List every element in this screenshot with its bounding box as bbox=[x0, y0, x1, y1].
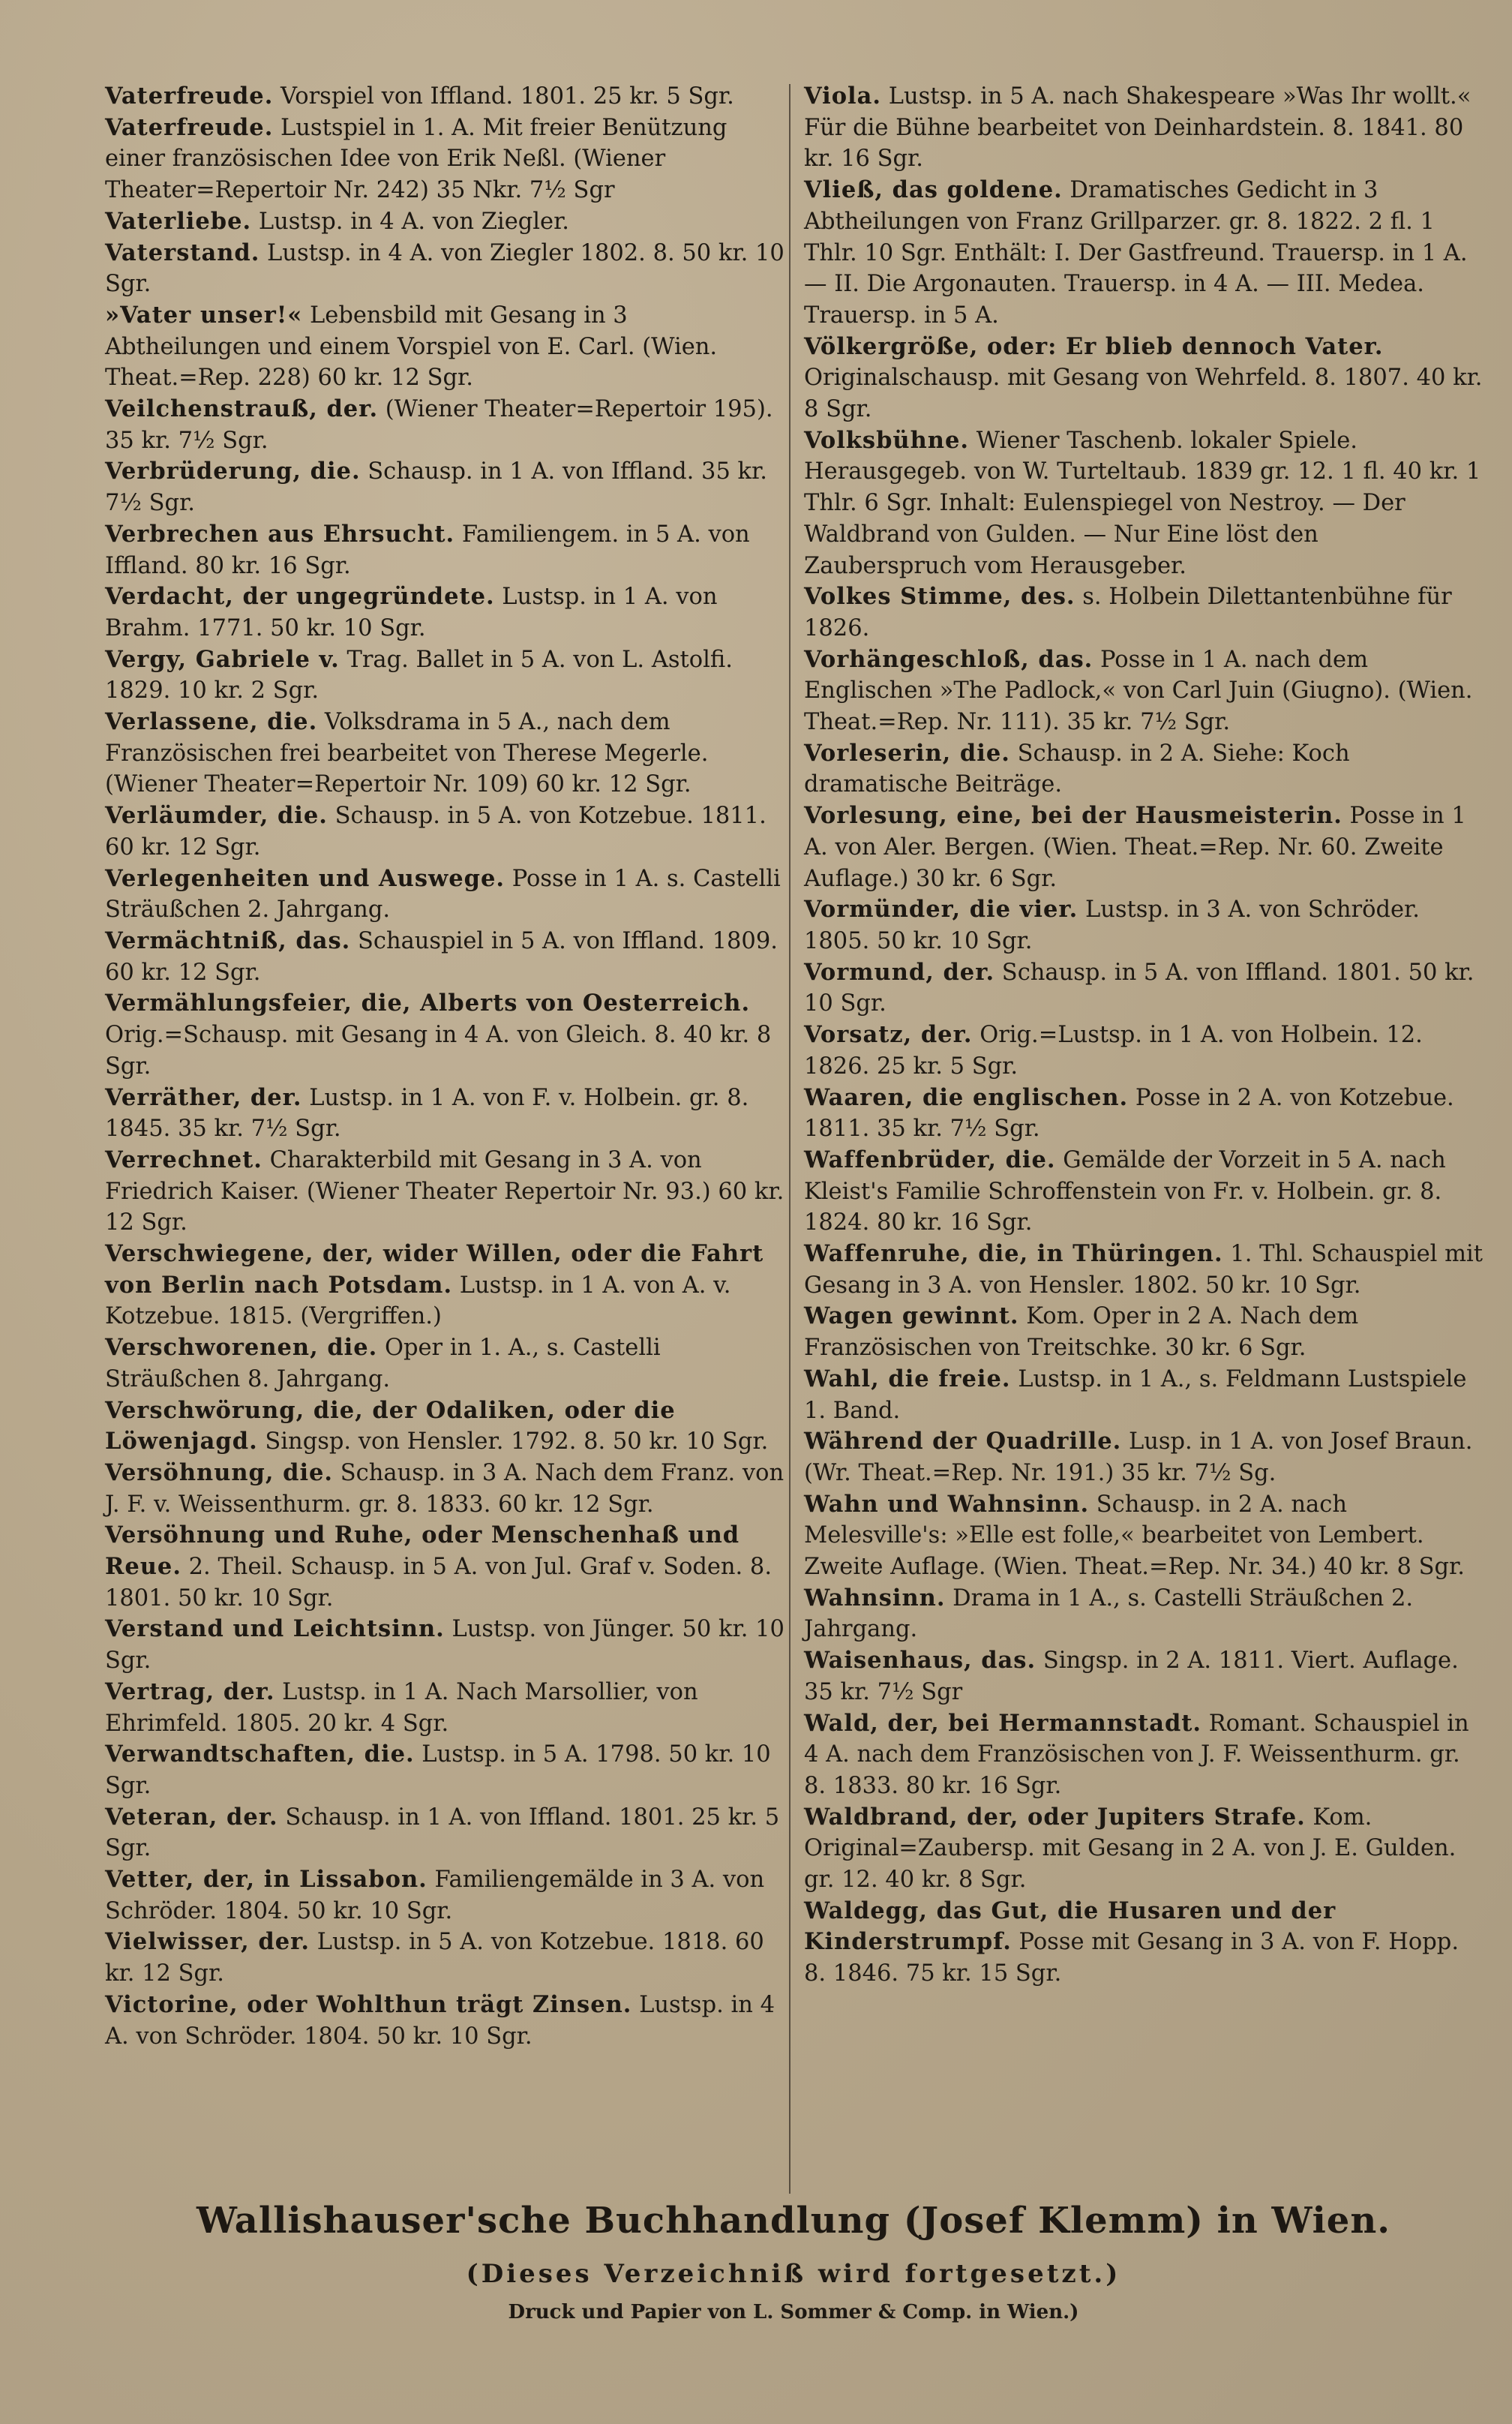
catalog-entry bbox=[105, 206, 784, 238]
catalog-entry bbox=[105, 1083, 784, 1145]
entry-description: Singsp. von Hensler. 1792. 8. 50 kr. 10 Sgr. bbox=[265, 1428, 769, 1455]
catalog-entry bbox=[105, 1990, 784, 2052]
entry-description: Originalschausp. mit Gesang von Wehrfeld. 8. 1807. 40 kr. 8 Sgr. bbox=[804, 365, 1483, 423]
entry-title: Vermächtniß, das. bbox=[105, 927, 351, 954]
catalog-entry bbox=[105, 1239, 784, 1332]
catalog-entry bbox=[804, 800, 1484, 894]
entry-description: s. Holbein Dilettantenbühne für 1826. bbox=[804, 584, 1452, 641]
entry-description: Vorspiel von Iffland. 1801. 25 kr. 5 Sgr. bbox=[280, 83, 734, 110]
catalog-entry bbox=[105, 300, 784, 394]
entry-description: Familiengemälde in 3 A. von Schröder. 1804. 50 kr. 10 Sgr. bbox=[105, 1867, 765, 1924]
catalog-entry bbox=[804, 81, 1484, 175]
entry-description: Lustsp. in 4 A. von Ziegler 1802. 8. 50 kr. 10 Sgr. bbox=[105, 239, 784, 298]
catalog-entry bbox=[804, 175, 1484, 332]
entry-description: Familiengem. in 5 A. von Iffland. 80 kr. 16 Sgr. bbox=[105, 521, 750, 579]
entry-description: Lustsp. in 5 A. 1798. 50 kr. 10 Sgr. bbox=[105, 1741, 771, 1799]
entry-description: Lustsp. von Jünger. 50 kr. 10 Sgr. bbox=[105, 1616, 784, 1675]
entry-title: Versöhnung, die. bbox=[105, 1458, 334, 1486]
entry-description: Lustsp. in 1 A., s. Feldmann Lustspiele 1. Band. bbox=[804, 1365, 1467, 1424]
catalog-entry bbox=[804, 1645, 1484, 1708]
entry-title: Wagen gewinnt. bbox=[804, 1302, 1019, 1330]
catalog-entry bbox=[105, 1614, 784, 1676]
entry-title: Vließ, das goldene. bbox=[804, 176, 1063, 204]
catalog-entry bbox=[105, 1332, 784, 1395]
entry-description: Schauspiel in 5 A. von Iffland. 1809. 60 kr. 12 Sgr. bbox=[105, 927, 778, 986]
catalog-entry bbox=[105, 988, 784, 1082]
entry-description: Lustsp. in 4 A. von Schröder. 1804. 50 kr. 10 Sgr. bbox=[105, 1991, 775, 2050]
catalog-entry bbox=[105, 81, 784, 113]
entry-title: Vormund, der. bbox=[804, 958, 995, 986]
entry-title: Volkes Stimme, des. bbox=[804, 583, 1076, 611]
catalog-entry bbox=[804, 1239, 1484, 1301]
entry-description: Posse in 1 A. s. Castelli Sträußchen 2. Jahrgang. bbox=[105, 865, 781, 924]
catalog-entry bbox=[804, 1301, 1484, 1363]
catalog-entry bbox=[105, 1864, 784, 1927]
entry-description: Lebensbild mit Gesang in 3 Abtheilungen und einem Vorspiel von E. Carl. (Wien. Theat.=Rep. 228) 60 kr. 12 Sgr. bbox=[105, 302, 718, 392]
entry-title: Vaterfreude. bbox=[105, 113, 274, 141]
entry-title: Verbrechen aus Ehrsucht. bbox=[105, 520, 455, 548]
catalog-entry bbox=[804, 1896, 1484, 1990]
catalog-entry bbox=[105, 707, 784, 800]
entry-description: Schausp. in 5 A. von Iffland. 1801. 50 kr. 10 Sgr. bbox=[804, 959, 1474, 1017]
entry-description: Lustsp. in 1 A. von F. v. Holbein. gr. 8. 1845. 35 kr. 7½ Sgr. bbox=[105, 1084, 749, 1143]
entry-title: Verrechnet. bbox=[105, 1146, 262, 1173]
entry-title: Vielwisser, der. bbox=[105, 1928, 310, 1956]
entry-description: Posse mit Gesang in 3 A. von F. Hopp. 8. 1846. 75 kr. 15 Sgr. bbox=[804, 1929, 1460, 1987]
entry-description: Lustsp. in 1 A. von Brahm. 1771. 50 kr. 10 Sgr. bbox=[105, 584, 718, 641]
footer bbox=[105, 2194, 1482, 2329]
catalog-entry bbox=[105, 1145, 784, 1239]
entry-description: Drama in 1 A., s. Castelli Sträußchen 2. Jahrgang. bbox=[804, 1584, 1414, 1643]
entry-title: Vertrag, der. bbox=[105, 1678, 275, 1705]
entry-title: Verschwiegene, der, wider Willen, oder die Fahrt von Berlin nach Potsdam. bbox=[105, 1240, 764, 1299]
catalog-entry bbox=[105, 1677, 784, 1739]
column-divider bbox=[789, 84, 790, 2194]
catalog-entry bbox=[105, 864, 784, 926]
catalog-entry bbox=[804, 332, 1484, 425]
catalog-entry bbox=[804, 644, 1484, 738]
catalog-entry bbox=[804, 1708, 1484, 1802]
entry-title: »Vater unser!« bbox=[105, 301, 303, 329]
catalog-entry bbox=[105, 926, 784, 988]
entry-title: Vaterstand. bbox=[105, 239, 260, 266]
entry-title: Vermählungsfeier, die, Alberts von Oesterreich. bbox=[105, 990, 751, 1017]
entry-description: (Wiener Theater=Repertoir 195). 35 kr. 7½ Sgr. bbox=[105, 396, 773, 454]
entry-title: Vormünder, die vier. bbox=[804, 896, 1078, 924]
entry-title: Verbrüderung, die. bbox=[105, 458, 361, 485]
entry-description: Kom. Oper in 2 A. Nach dem Französischen von Treitschke. 30 kr. 6 Sgr. bbox=[804, 1303, 1359, 1362]
entry-title: Wahn und Wahnsinn. bbox=[804, 1490, 1090, 1518]
entry-title: Völkergröße, oder: Er blieb dennoch Vater. bbox=[804, 332, 1384, 360]
entry-description: Orig.=Lustsp. in 1 A. von Holbein. 12. 1826. 25 kr. 5 Sgr. bbox=[804, 1022, 1423, 1080]
entry-description: Schausp. in 2 A. nach Melesville's: »Elle est folle,« bearbeitet von Lembert. Zweite Auflage. (Wien. Theat.=Rep. Nr. 34.) 40 kr. 8 Sgr. bbox=[804, 1491, 1465, 1581]
catalog-entry bbox=[105, 238, 784, 300]
entry-title: Vetter, der, in Lissabon. bbox=[105, 1866, 428, 1894]
entry-title: Verstand und Leichtsinn. bbox=[105, 1615, 445, 1643]
right-column bbox=[804, 81, 1484, 1990]
catalog-entry bbox=[105, 1458, 784, 1520]
publisher-line: Wallishauser'sche Buchhandlung (Josef Klemm) in Wien. bbox=[196, 2200, 1390, 2242]
catalog-entry bbox=[804, 1020, 1484, 1082]
catalog-entry bbox=[105, 394, 784, 456]
entry-description: Kom. Original=Zaubersp. mit Gesang in 2 A. von J. E. Gulden. gr. 12. 40 kr. 8 Sgr. bbox=[804, 1804, 1456, 1894]
entry-description: Volksdrama in 5 A., nach dem Französischen frei bearbeitet von Therese Megerle. (Wiener Theater=Repertoir Nr. 109) 60 kr. 12 Sgr. bbox=[105, 709, 709, 798]
entry-title: Waldegg, das Gut, die Husaren und der Kinderstrumpf. bbox=[804, 1897, 1336, 1956]
entry-description: Schausp. in 5 A. von Kotzebue. 1811. 60 kr. 12 Sgr. bbox=[105, 803, 766, 861]
entry-title: Vorhängeschloß, das. bbox=[804, 645, 1094, 673]
entry-description: Lustsp. in 5 A. von Kotzebue. 1818. 60 kr. 12 Sgr. bbox=[105, 1929, 764, 1987]
entry-title: Verlegenheiten und Auswege. bbox=[105, 864, 506, 892]
catalog-entry bbox=[804, 425, 1484, 582]
left-column bbox=[105, 81, 784, 2052]
entry-title: Vorsatz, der. bbox=[804, 1021, 973, 1049]
entry-title: Verschworenen, die. bbox=[105, 1334, 378, 1362]
entry-title: Waldbrand, der, oder Jupiters Strafe. bbox=[804, 1803, 1306, 1831]
catalog-entry bbox=[105, 113, 784, 206]
catalog-entry bbox=[804, 1364, 1484, 1426]
entry-description: Lusp. in 1 A. von Josef Braun. (Wr. Theat.=Rep. Nr. 191.) 35 kr. 7½ Sg. bbox=[804, 1428, 1473, 1486]
catalog-entry bbox=[804, 1145, 1484, 1239]
entry-description: Trag. Ballet in 5 A. von L. Astolfi. 1829. 10 kr. 2 Sgr. bbox=[105, 646, 733, 704]
catalog-entry bbox=[804, 894, 1484, 957]
entry-description: Lustsp. in 5 A. nach Shakespeare »Was Ihr wollt.« Für die Bühne bearbeitet von Deinhardstein. 8. 1841. 80 kr. 16 Sgr. bbox=[804, 83, 1472, 173]
entry-description: Orig.=Schausp. mit Gesang in 4 A. von Gleich. 8. 40 kr. 8 Sgr. bbox=[105, 1022, 772, 1080]
catalog-entry bbox=[804, 581, 1484, 644]
catalog-entry bbox=[105, 1927, 784, 1989]
catalog-entry bbox=[105, 456, 784, 518]
entry-title: Verräther, der. bbox=[105, 1083, 302, 1111]
entry-description: Dramatisches Gedicht in 3 Abtheilungen von Franz Grillparzer. gr. 8. 1822. 2 fl. 1 Thlr. 10 Sgr. Enthält: I. Der Gastfreund. Trauersp. in 1 A. — II. Die Argonauten. Trauersp. in 4 A. — III. Medea. Trauersp. in 5 A. bbox=[804, 177, 1468, 329]
catalog-entry bbox=[804, 1083, 1484, 1145]
entry-description: Singsp. in 2 A. 1811. Viert. Auflage. 35 kr. 7½ Sgr bbox=[804, 1648, 1459, 1705]
entry-description: Posse in 1 A. von Aler. Bergen. (Wien. Theat.=Rep. Nr. 60. Zweite Auflage.) 30 kr. 6 Sgr. bbox=[804, 803, 1466, 892]
entry-title: Verläumder, die. bbox=[105, 802, 328, 830]
continuation-note: (Dieses Verzeichniß wird fortgesetzt.) bbox=[466, 2259, 1121, 2289]
entry-title: Vaterliebe. bbox=[105, 207, 252, 235]
entry-title: Vorleserin, die. bbox=[804, 739, 1010, 767]
catalog-entry bbox=[804, 738, 1484, 800]
entry-title: Viola. bbox=[804, 83, 882, 110]
catalog-entry bbox=[105, 644, 784, 707]
catalog-entry bbox=[105, 1802, 784, 1864]
entry-title: Waffenbrüder, die. bbox=[804, 1146, 1056, 1173]
entry-title: Versöhnung und Ruhe, oder Menschenhaß und Reue. bbox=[105, 1521, 740, 1581]
entry-description: Schausp. in 1 A. von Iffland. 35 kr. 7½ Sgr. bbox=[105, 458, 767, 517]
entry-description: Posse in 1 A. nach dem Englischen »The Padlock,« von Carl Juin (Giugno). (Wien. Theat.=Rep. Nr. 111). 35 kr. 7½ Sgr. bbox=[804, 646, 1473, 736]
catalog-entry bbox=[105, 800, 784, 863]
entry-description: Schausp. in 2 A. Siehe: Koch dramatische Beiträge. bbox=[804, 740, 1350, 798]
catalog-entry bbox=[105, 1395, 784, 1458]
entry-title: Verlassene, die. bbox=[105, 708, 318, 736]
entry-description: Lustsp. in 1 A. Nach Marsollier, von Ehrimfeld. 1805. 20 kr. 4 Sgr. bbox=[105, 1678, 698, 1737]
entry-title: Waaren, die englischen. bbox=[804, 1083, 1129, 1111]
entry-description: Lustsp. in 3 A. von Schröder. 1805. 50 kr. 10 Sgr. bbox=[804, 897, 1420, 954]
entry-description: Schausp. in 3 A. Nach dem Franz. von J. F. v. Weissenthurm. gr. 8. 1833. 60 kr. 12 Sgr. bbox=[105, 1459, 784, 1518]
entry-description: Lustsp. in 4 A. von Ziegler. bbox=[258, 208, 569, 235]
catalog-entry bbox=[105, 519, 784, 581]
entry-description: Wiener Taschenb. lokaler Spiele. Herausgegeb. von W. Turteltaub. 1839 gr. 12. 1 fl. 40 kr. 1 Thlr. 6 Sgr. Inhalt: Eulenspiegel von Nestroy. — Der Waldbrand von Gulden. — Nur Eine löst den Zauberspruch vom Herausgeber. bbox=[804, 427, 1481, 579]
entry-title: Wahl, die freie. bbox=[804, 1365, 1011, 1392]
entry-title: Vergy, Gabriele v. bbox=[105, 645, 340, 673]
entry-title: Waffenruhe, die, in Thüringen. bbox=[804, 1240, 1223, 1268]
entry-description: Romant. Schauspiel in 4 A. nach dem Französischen von J. F. Weissenthurm. gr. 8. 1833. 80 kr. 16 Sgr. bbox=[804, 1710, 1469, 1799]
entry-description: 2. Theil. Schausp. in 5 A. von Jul. Graf v. Soden. 8. 1801. 50 kr. 10 Sgr. bbox=[105, 1554, 772, 1611]
printer-line: Druck und Papier von L. Sommer & Comp. in Wien.) bbox=[508, 2301, 1079, 2323]
entry-description: Schausp. in 1 A. von Iffland. 1801. 25 kr. 5 Sgr. bbox=[105, 1804, 780, 1862]
entry-description: Oper in 1. A., s. Castelli Sträußchen 8. Jahrgang. bbox=[105, 1335, 661, 1392]
entry-title: Wahnsinn. bbox=[804, 1584, 946, 1611]
catalog-entry bbox=[804, 1489, 1484, 1583]
catalog-entry bbox=[804, 1583, 1484, 1645]
entry-title: Veilchenstrauß, der. bbox=[105, 395, 379, 423]
catalog-entry bbox=[105, 581, 784, 644]
entry-title: Volksbühne. bbox=[804, 426, 969, 454]
entry-description: Lustspiel in 1. A. Mit freier Benützung einer französischen Idee von Erik Neßl. (Wiener Theater=Repertoir Nr. 242) 35 Nkr. 7½ Sgr bbox=[105, 114, 728, 204]
catalog-entry bbox=[105, 1739, 784, 1801]
entry-title: Wald, der, bei Hermannstadt. bbox=[804, 1709, 1202, 1737]
entry-description: Gemälde der Vorzeit in 5 A. nach Kleist's Familie Schroffenstein von Fr. v. Holbein. gr. 8. 1824. 80 kr. 16 Sgr. bbox=[804, 1146, 1446, 1236]
entry-title: Waisenhaus, das. bbox=[804, 1647, 1036, 1675]
entry-title: Während der Quadrille. bbox=[804, 1428, 1122, 1455]
entry-title: Veteran, der. bbox=[105, 1803, 278, 1831]
catalog-entry bbox=[804, 1802, 1484, 1896]
entry-title: Victorine, oder Wohlthun trägt Zinsen. bbox=[105, 1990, 632, 2018]
entry-description: Lustsp. in 1 A. von A. v. Kotzebue. 1815. (Vergriffen.) bbox=[105, 1272, 731, 1330]
entry-title: Verdacht, der ungegründete. bbox=[105, 583, 495, 611]
catalog-entry bbox=[804, 1426, 1484, 1488]
entry-description: Posse in 2 A. von Kotzebue. 1811. 35 kr. 7½ Sgr. bbox=[804, 1084, 1454, 1143]
entry-title: Vaterfreude. bbox=[105, 83, 274, 110]
entry-title: Verschwörung, die, der Odaliken, oder die Löwenjagd. bbox=[105, 1396, 676, 1455]
entry-title: Vorlesung, eine, bei der Hausmeisterin. bbox=[804, 802, 1342, 830]
entry-description: 1. Thl. Schauspiel mit Gesang in 3 A. von Hensler. 1802. 50 kr. 10 Sgr. bbox=[804, 1241, 1484, 1299]
entry-title: Verwandtschaften, die. bbox=[105, 1741, 415, 1768]
entry-description: Charakterbild mit Gesang in 3 A. von Friedrich Kaiser. (Wiener Theater Repertoir Nr. 93.) 60 kr. 12 Sgr. bbox=[105, 1146, 784, 1236]
catalog-entry bbox=[105, 1520, 784, 1614]
catalog-entry bbox=[804, 957, 1484, 1020]
